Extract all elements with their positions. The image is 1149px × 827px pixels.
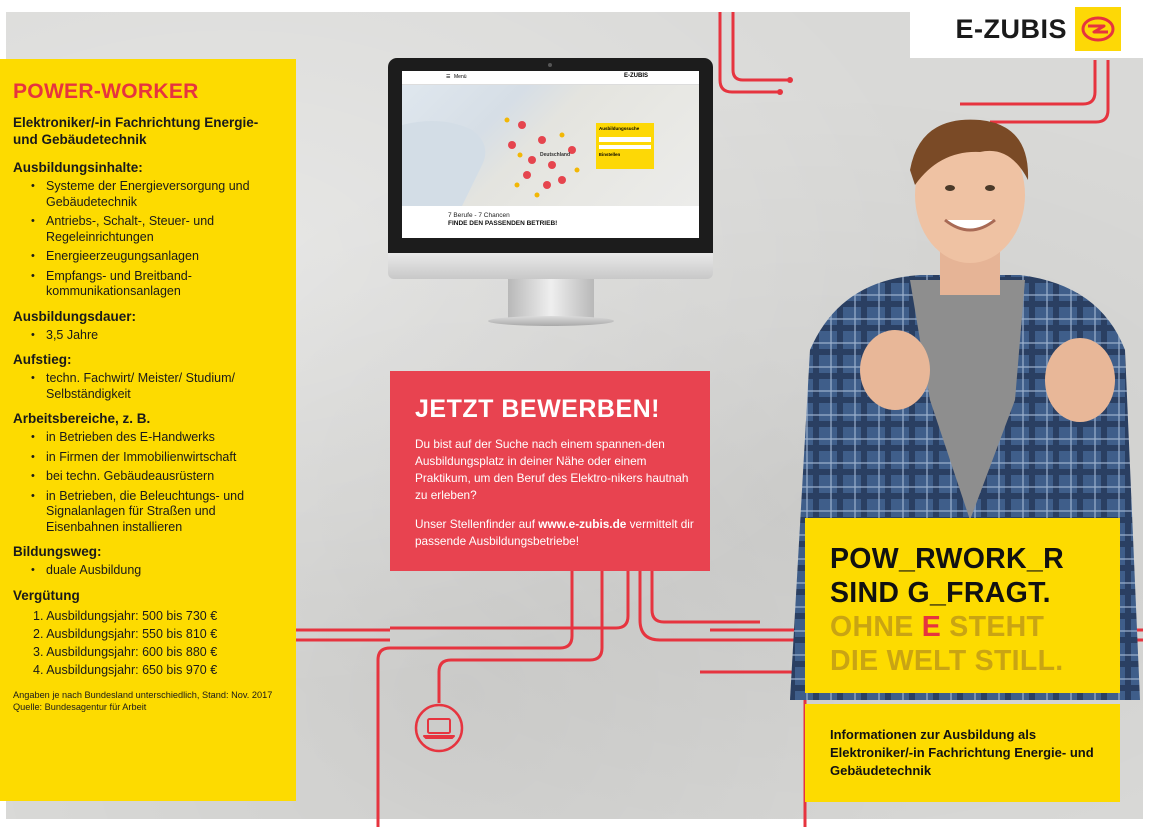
- duration-list: [13, 328, 296, 344]
- headline-line-3: [830, 610, 1120, 644]
- headline-box: [805, 518, 1120, 693]
- finder-text-pre: Unser Stellenfinder auf: [415, 517, 539, 531]
- apply-now-finder-text: [415, 516, 700, 550]
- list-item: • Systeme der Energieversorgung und Gebäudetechnik: [31, 179, 278, 210]
- e-zubis-lightning-mark-icon: [1075, 7, 1121, 51]
- panel-title: POWER-WORKER: [13, 80, 199, 103]
- apply-now-text: Du bist auf der Suche nach einem spannen-den Ausbildungsplatz in deiner Nähe oder einem Praktikum, um den Beruf des Elektro-nikers hautnah zu erleben?: [415, 437, 689, 502]
- info-box: Informationen zur Ausbildung als Elektroniker/-in Fachrichtung Energie- und Gebäudetechnik: [805, 704, 1120, 802]
- e-zubis-logo[interactable]: [910, 0, 1143, 58]
- source-note: Angaben je nach Bundesland unterschiedlich, Stand: Nov. 2017 Quelle: Bundesagentur für Arbeit: [13, 689, 273, 712]
- banner-line-1: 7 Berufe - 7 Chancen: [448, 212, 510, 219]
- list-item: • Antriebs-, Schalt-, Steuer- und Regeleinrichtungen: [31, 214, 278, 245]
- pay-item: 3. Ausbildungsjahr: 600 bis 880 €: [33, 644, 218, 659]
- pay-item: 2. Ausbildungsjahr: 550 bis 810 €: [33, 626, 218, 641]
- monitor-chin: [388, 253, 713, 279]
- education-path-list: [13, 563, 296, 579]
- website-footer-banner: [402, 206, 699, 238]
- pay-item: 4. Ausbildungsjahr: 650 bis 970 €: [33, 662, 218, 677]
- menu-label: Menü: [454, 74, 467, 80]
- germany-map: [402, 85, 699, 206]
- section-heading-contents: Ausbildungsinhalte:: [13, 160, 143, 175]
- map-markers: [402, 85, 699, 206]
- search-widget-title: Ausbildungssuche: [599, 126, 640, 131]
- website-logo: E-ZUBIS: [624, 73, 648, 79]
- headline-line-4: DIE WELT STILL.: [830, 645, 1064, 677]
- menu-icon: ☰: [446, 74, 451, 80]
- webcam-dot: [548, 63, 552, 67]
- search-field[interactable]: [599, 137, 651, 142]
- search-select[interactable]: [599, 145, 651, 149]
- headline-line-3-pre: OHNE: [830, 611, 922, 643]
- map-city-label: Deutschland: [540, 152, 571, 158]
- search-submit[interactable]: Einstellen: [599, 152, 621, 157]
- list-item: • Energieerzeugungsanlagen: [31, 249, 278, 265]
- headline-red-e: E: [921, 611, 942, 643]
- section-heading-duration: Ausbildungsdauer:: [13, 308, 137, 324]
- section-heading-advancement: Aufstieg:: [13, 352, 72, 367]
- left-info-panel: [0, 59, 296, 801]
- apply-now-box: [390, 371, 710, 571]
- list-item: • Empfangs- und Breitband-kommunikationsanlagen: [31, 269, 278, 300]
- list-item: • bei techn. Gebäudeausrüstern: [31, 469, 278, 485]
- monitor-foot: [488, 316, 614, 326]
- advancement-list: [13, 371, 296, 402]
- monitor-screen: [402, 71, 699, 238]
- panel-subtitle: Elektroniker/-in Fachrichtung Energie- und Gebäudetechnik: [13, 115, 259, 147]
- banner-line-2: FINDE DEN PASSENDEN BETRIEB!: [448, 220, 558, 227]
- list-item: • duale Ausbildung: [31, 563, 278, 579]
- pay-item: 1. Ausbildungsjahr: 500 bis 730 €: [33, 608, 218, 623]
- apply-now-title: JETZT BEWERBEN!: [415, 395, 660, 423]
- monitor-illustration: [388, 58, 713, 330]
- laptop-icon: [414, 703, 464, 753]
- work-areas-list: [13, 430, 296, 535]
- headline-line-3-post: STEHT: [941, 611, 1045, 643]
- website-link[interactable]: www.e-zubis.de: [538, 517, 627, 531]
- section-heading-pay: Vergütung: [13, 587, 80, 603]
- list-item: • in Betrieben des E-Handwerks: [31, 430, 278, 446]
- section-heading-education-path: Bildungsweg:: [13, 544, 102, 559]
- headline-line-2: SIND G_FRAGT.: [830, 577, 1051, 609]
- list-item: • 3,5 Jahre: [31, 328, 278, 344]
- list-item: • in Betrieben, die Beleuchtungs- und Signalanlagen für Straßen und Eisenbahnen installieren: [31, 489, 278, 536]
- monitor-stand: [508, 279, 594, 321]
- search-widget[interactable]: [596, 123, 654, 169]
- headline-line-1: POW_RWORK_R: [830, 543, 1064, 575]
- website-topbar: [402, 71, 699, 85]
- monitor-frame: [388, 58, 713, 253]
- section-heading-work-areas: Arbeitsbereiche, z. B.: [13, 411, 151, 426]
- pay-list: [13, 607, 296, 679]
- contents-list: [13, 179, 296, 300]
- list-item: • in Firmen der Immobilienwirtschaft: [31, 450, 278, 466]
- finder-text-post: vermittelt dir passende Ausbildungsbetriebe!: [415, 517, 694, 548]
- list-item: • techn. Fachwirt/ Meister/ Studium/ Selbständigkeit: [31, 371, 278, 402]
- logo-text: E-ZUBIS: [955, 13, 1067, 44]
